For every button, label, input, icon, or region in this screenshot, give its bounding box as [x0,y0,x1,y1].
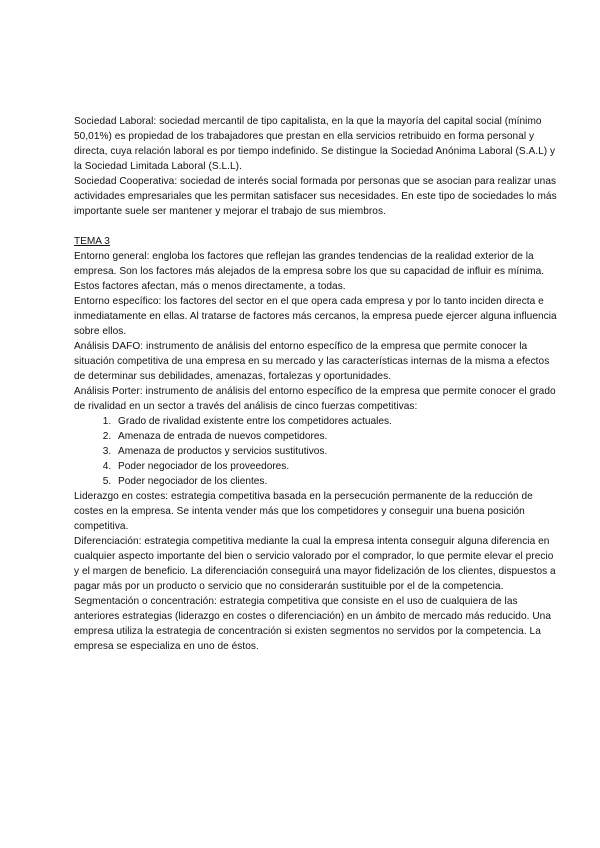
section-heading-tema-3: TEMA 3 [74,236,110,247]
list-item: 5. Poder negociador de los clientes. [114,474,560,489]
paragraph-sociedad-laboral: Sociedad Laboral: sociedad mercantil de tipo capitalista, en la que la mayoría del capital social (mínimo 50,01%) es propiedad de los trabajadores que prestan en ella servicios retribuido en forma personal y directa, cuya relación laboral es por tiempo indefinido. Se distingue la Sociedad Anónima Laboral (S.A.L) y la Sociedad Limitada Laboral (S.L.L). [74,116,556,172]
porter-forces-list [74,414,560,489]
paragraph-entorno-especifico: Entorno específico: los factores del sector en el que opera cada empresa y por lo tanto inciden directa e inmediatamente en ellas. Al tratarse de factores más cercanos, la empresa puede ejercer alguna influencia sobre ellos. [74,296,557,337]
paragraph-sociedad-cooperativa: Sociedad Cooperativa: sociedad de interés social formada por personas que se asocian para realizar unas actividades empresariales que les permitan satisfacer sus necesidades. En este tipo de sociedades lo más importante suele ser mantener y mejorar el trabajo de sus miembros. [74,176,557,217]
paragraph-liderazgo-costes: Liderazgo en costes: estrategia competitiva basada en la persecución permanente de la reducción de costes en la empresa. Se intenta vender más que los competidores y conseguir una buena posición competitiva. [74,491,533,532]
list-item: 2. Amenaza de entrada de nuevos competidores. [114,429,560,444]
paragraph-analisis-porter: Análisis Porter: instrumento de análisis del entorno específico de la empresa que permite conocer el grado de rivalidad en un sector a través del análisis de cinco fuerzas competitivas: [74,386,556,412]
list-item: 1. Grado de rivalidad existente entre los competidores actuales. [114,414,560,429]
paragraph-segmentacion: Segmentación o concentración: estrategia competitiva que consiste en el uso de cualquiera de las anteriores estrategias (liderazgo en costes o diferenciación) en un ámbito de mercado más reducido. Una empresa utiliza la estrategia de concentración si existen segmentos no servidos por la competencia. La empresa se especializa en uno de éstos. [74,596,552,652]
list-item: 4. Poder negociador de los proveedores. [114,459,560,474]
paragraph-analisis-dafo: Análisis DAFO: instrumento de análisis del entorno específico de la empresa que permite conocer la situación competitiva de una empresa en su mercado y las características internas de la misma a efectos de determinar sus debilidades, amenazas, fortalezas y oportunidades. [74,341,550,382]
list-item: 3. Amenaza de productos y servicios sustitutivos. [114,444,560,459]
paragraph-entorno-general: Entorno general: engloba los factores que reflejan las grandes tendencias de la realidad exterior de la empresa. Son los factores más alejados de la empresa sobre los que su capacidad de influir es mínima. Estos factores afectan, más o menos directamente, a todas. [74,251,545,292]
paragraph-diferenciacion: Diferenciación: estrategia competitiva mediante la cual la empresa intenta conseguir alguna diferencia en cualquier aspecto importante del bien o servicio valorado por el comprador, lo que permite elevar el precio y el margen de beneficio. La diferenciación conseguirá una mayor fidelización de los clientes, dispuestos a pagar más por un producto o servicio que no considerarán sustituible por el de la competencia. [74,536,556,592]
